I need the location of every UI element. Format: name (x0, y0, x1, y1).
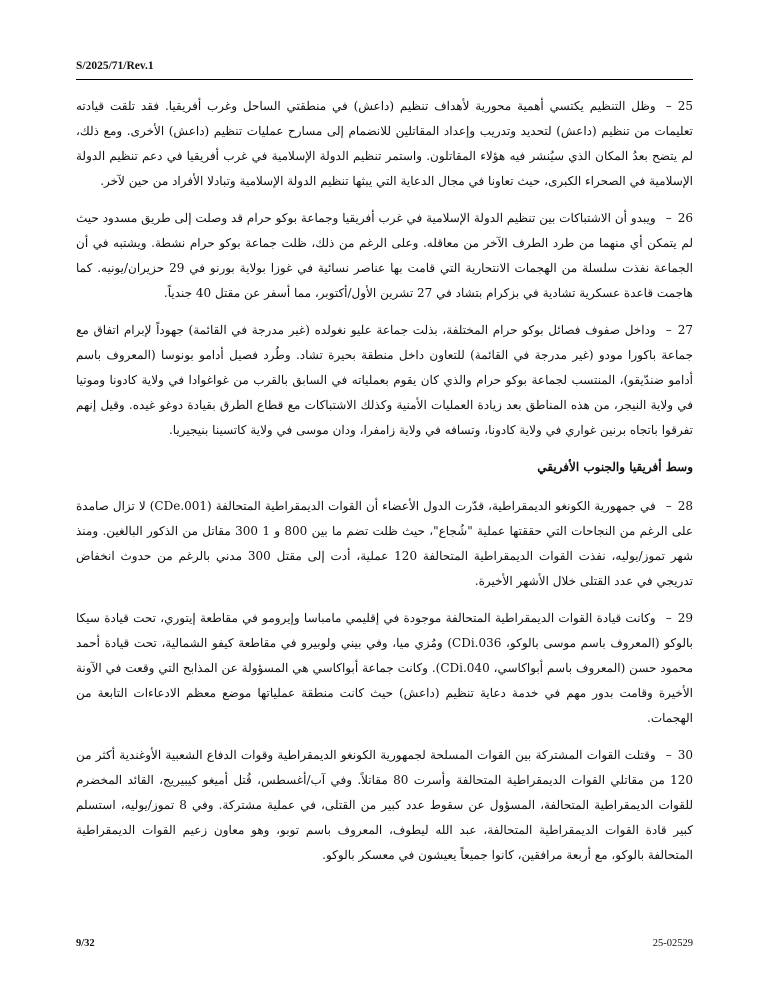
paragraph-text: وداخل صفوف فصائل بوكو حرام المختلفة، بذلت جماعة عليو نغولده (غير مدرجة في القائمة) جهوداً لإبرام اتفاق مع جماعة باكورا مودو (غير مدرجة في القائمة) للتعاون داخل منطقة بحيرة تشاد. وطُرد فصيل أدامو بونوسا (المعروف باسم أدامو ضندّيقو)، المنتسب لجماعة بوكو حرام والذي كان يقوم بعملياته في السابق بالقرب من غواغوادا في ولاية كادونا وموتيا في ولاية النيجر، من هذه المناطق بعد زيادة العمليات الأمنية وكذلك الاشتباكات مع قطاع الطرق بقيادة دوغو غيده. وقيل إنهم تفرقوا باتجاه برنين غواري في ولاية كادونا، وتسافه في ولاية زامفرا، ودان موسى في ولاية كاتسينا بنيجيريا. (76, 323, 693, 437)
paragraph-text: وقتلت القوات المشتركة بين القوات المسلحة لجمهورية الكونغو الديمقراطية وقوات الدفاع الشعبية الأوغندية أكثر من 120 من مقاتلي القوات الديمقراطية المتحالفة وأسرت 80 مقاتلاً. وفي آب/أغسطس، قُتل أميغو كيبيريج، القائد المخضرم للقوات الديمقراطية المتحالفة، المسؤول عن سقوط عدد كبير من القتلى، في عملية مشتركة. وفي 8 تموز/يوليه، استسلم كبير قادة القوات الديمقراطية المتحالفة، عبد الله ليطوف، المعروف باسم توبو، وهو معاون زعيم القوات الديمقراطية المتحالفة بالوكو، مع أربعة مرافقين، كانوا جميعاً يعيشون في معسكر بالوكو. (76, 748, 693, 862)
paragraph-29 (76, 606, 693, 731)
paragraph-26 (76, 206, 693, 306)
document-body (76, 94, 693, 880)
header-rule (76, 79, 693, 80)
paragraph-number: 25 (677, 99, 693, 113)
page-number: 9/32 (76, 938, 95, 949)
paragraph-dash: – (665, 99, 672, 113)
paragraph-dash: – (665, 748, 672, 762)
paragraph-number: 29 (677, 611, 693, 625)
paragraph-text: وظل التنظيم يكتسي أهمية محورية لأهداف تنظيم (داعش) في منطقتي الساحل وغرب أفريقيا. فقد تلقت قيادته تعليمات من تنظيم (داعش) لتحديد وتدريب وإعداد المقاتلين للانضمام إلى مسارح عمليات تنظيم (داعش) الأخرى. ومع ذلك، لم يتضح بعدُ المكان الذي سيُنشر فيه هؤلاء المقاتلون. واستمر تنظيم الدولة الإسلامية في غرب أفريقيا في دعم تنظيم الدولة الإسلامية في الصحراء الكبرى، حيث تعاونا في مجال الدعاية التي يبثها تنظيم الدولة الإسلامية وتبادلا الأفراد من حين لآخر. (76, 99, 693, 188)
paragraph-number: 26 (677, 211, 693, 225)
paragraph-dash: – (665, 211, 672, 225)
paragraph-dash: – (665, 323, 672, 337)
paragraph-number: 28 (677, 499, 693, 513)
document-number: 25-02529 (652, 938, 693, 949)
document-symbol: S/2025/71/Rev.1 (76, 60, 154, 72)
section-heading: وسط أفريقيا والجنوب الأفريقي (537, 460, 693, 474)
paragraph-dash: – (665, 611, 672, 625)
paragraph-25 (76, 94, 693, 194)
paragraph-number: 30 (677, 748, 693, 762)
paragraph-text: في جمهورية الكونغو الديمقراطية، قدّرت الدول الأعضاء أن القوات الديمقراطية المتحالفة (CDe.001) لا تزال صامدة على الرغم من النجاحات التي حققتها عملية "شُجاع"، حيث ظلت تضم ما بين 800 و 1 300 مقاتل من الذكور البالغين. ومنذ شهر تموز/يوليه، نفذت القوات الديمقراطية المتحالفة 120 عملية، أدت إلى مقتل 300 مدني بالرغم من حدوث انخفاض تدريجي في عدد القتلى خلال الأشهر الأخيرة. (76, 499, 693, 588)
paragraph-30 (76, 743, 693, 868)
paragraph-28 (76, 494, 693, 594)
paragraph-text: ويبدو أن الاشتباكات بين تنظيم الدولة الإسلامية في غرب أفريقيا وجماعة بوكو حرام قد وصلت إلى طريق مسدود حيث لم يتمكن أي منهما من طرد الطرف الآخر من معاقله. وعلى الرغم من ذلك، ظلت جماعة بوكو حرام نشطة. ويشتبه في أن الجماعة نفذت سلسلة من الهجمات الانتحارية التي قامت بها عناصر نسائية في غوزا بولاية بورنو في 29 حزيران/يونيه. كما هاجمت قاعدة عسكرية تشادية في بزكرام بتشاد في 27 تشرين الأول/أكتوبر، مما أسفر عن مقتل 40 جندياً. (76, 211, 693, 300)
paragraph-dash: – (665, 499, 672, 513)
paragraph-text: وكانت قيادة القوات الديمقراطية المتحالفة موجودة في إقليمي مامباسا وإيرومو في مقاطعة إيتوري، تحت قيادة سيكا بالوكو (المعروف باسم موسى بالوكو، CDi.036) ومُزي ميا، وفي بيني ولوبيرو في مقاطعة كيفو الشمالية، تحت قيادة أحمد محمود حسن (المعروف باسم أبواكاسي، CDi.040). وكانت جماعة أبواكاسي هي المسؤولة عن المذابح التي وقعت في الآونة الأخيرة وقامت بدور مهم في خدمة دعاية تنظيم (داعش) حيث كانت منطقة عملياتها موضع معظم الادعاءات التابعة من الهجمات. (76, 611, 694, 725)
paragraph-number: 27 (677, 323, 693, 337)
paragraph-27 (76, 318, 693, 443)
